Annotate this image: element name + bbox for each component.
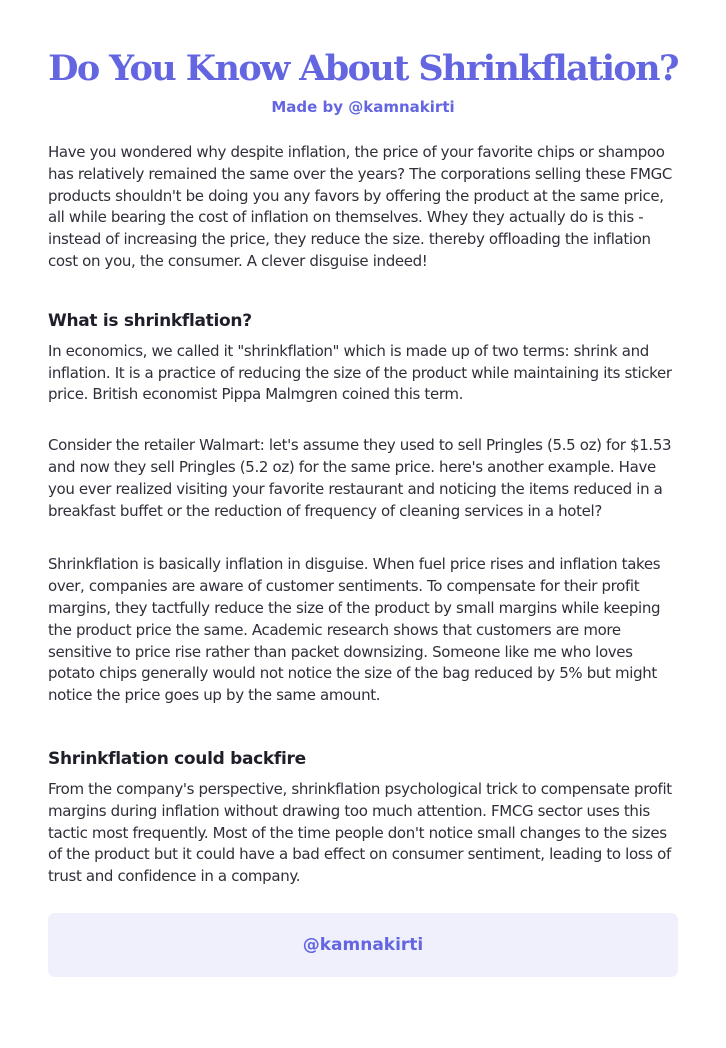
definition-paragraph: In economics, we called it "shrinkflation" which is made up of two terms: shrink and inflation. It is a practice of reducing the size of the product while maintaining its sticker price. British economist Pippa Malmgren coined this term. <box>48 341 672 404</box>
section-heading-what-is: What is shrinkflation? <box>48 310 252 331</box>
disguise-paragraph: Shrinkflation is basically inflation in disguise. When fuel price rises and inflation takes over, companies are aware of customer sentiments. To compensate for their profit margins, they tactfully reduce the size of the product by small margins while keeping the product price the same. Academic research shows that customers are more sensitive to price rise rather than packet downsizing. Someone like me who loves potato chips generally would not notice the size of the bag reduced by 5% but might notice the price goes up by the same amount. <box>48 555 661 705</box>
footer-banner <box>48 913 678 977</box>
backfire-paragraph: From the company's perspective, shrinkflation psychological trick to compensate profit margins during inflation without drawing too much attention. FMCG sector uses this tactic most frequently. Most of the time people don't notice small changes to the sizes of the product but it could have a bad effect on consumer sentiment, leading to loss of trust and confidence in a company. <box>48 779 672 886</box>
article <box>48 0 678 977</box>
section-heading-backfire: Shrinkflation could backfire <box>48 748 306 769</box>
intro-paragraph: Have you wondered why despite inflation, the price of your favorite chips or shampoo has relatively remained the same over the years? The corporations selling these FMGC products shouldn't be doing you any favors by offering the product at the same price, all while bearing the cost of inflation on themselves. Whey they actually do is this - instead of increasing the price, they reduce the size. thereby offloading the inflation cost on you, the consumer. A clever disguise indeed! <box>48 143 673 270</box>
footer-handle: @kamnakirti <box>302 934 424 955</box>
author-byline: Made by @kamnakirti <box>271 98 455 116</box>
page-title: Do You Know About Shrinkflation? <box>48 48 678 89</box>
example-paragraph: Consider the retailer Walmart: let's assume they used to sell Pringles (5.5 oz) for $1.53 and now they sell Pringles (5.2 oz) for the same price. here's another example. Have you ever realized visiting your favorite restaurant and noticing the items reduced in a breakfast buffet or the reduction of frequency of cleaning services in a hotel? <box>48 436 672 520</box>
